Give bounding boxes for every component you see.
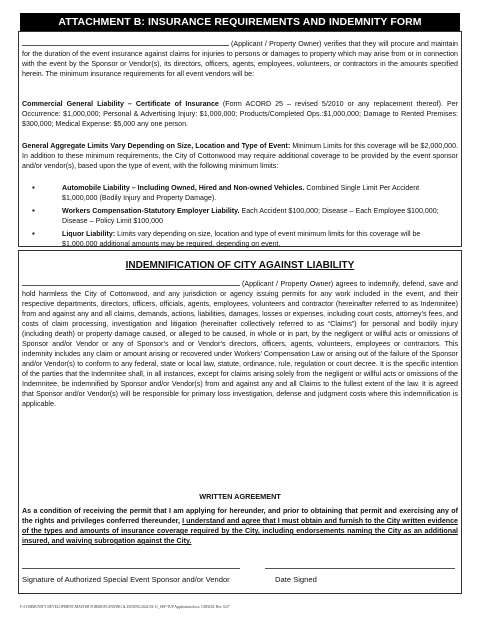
bullet-icon: ▪	[32, 206, 35, 215]
signature-label: Signature of Authorized Special Event Sponsor and/or Vendor	[22, 575, 230, 584]
intro-paragraph: (Applicant / Property Owner) verifies that they will procure and maintain for the duration of the event insurance against claims for injuries to persons or damages to property which may arise from or in connection with the event by the Sponsor or Vendor(s), its directors, officers, agents, employees, volunteers, or contractors in the amounts specified herein. The minimum insurance requirements for all event vendors will be:	[22, 40, 458, 78]
bullet-auto-liability: ▪ Automobile Liability – Including Owned, Hired and Non-owned Vehicles. Combined Single Limit Per Accident $1,000,000 (Bodily Injury and Property Damage).	[32, 183, 420, 202]
indemnification-heading: INDEMNIFICATION OF CITY AGAINST LIABILITY	[125, 260, 355, 271]
bullet-icon: ▪	[32, 229, 35, 238]
applicant-name-blank-2[interactable]	[22, 279, 240, 286]
footer-path: F:\COMMUNITY DEVELOPMENT\MASTER FORMS\PLANNING & ZONING\2022-02-11_SEP-TUP Application.docx, CDD218. Rev. 6/27	[20, 605, 230, 609]
cgl-heading: Commercial General Liability – Certificate of Insurance	[22, 100, 219, 108]
page-title: ATTACHMENT B: INSURANCE REQUIREMENTS AND INDEMNITY FORM	[20, 13, 460, 31]
bullet-icon: ▪	[32, 183, 35, 192]
aggregate-heading: General Aggregate Limits Vary Depending on Size, Location and Type of Event:	[22, 142, 291, 150]
written-agreement-heading: WRITTEN AGREEMENT	[199, 492, 281, 501]
written-agreement-paragraph: As a condition of receiving the permit that I am applying for hereunder, and prior to obtaining that permit and exercising any of the rights and privileges conferred thereunder, I understand and agree that I must obtain and furnish to the City written evidence of the types and amounts of insurance coverage required by the City, including endorsements naming the City as an additional insured, and waiving subrogation against the City.	[22, 507, 458, 545]
indemnification-paragraph: (Applicant / Property Owner) agrees to indemnify, defend, save and hold harmless the City of Cottonwood, and any jurisdiction or agency issuing permits for any work included in the event, and their respective departments, directors, officers, officials, agents, employees, volunteers and contractor (hereinafter referred to as Indemnitee) from and against any and all claims, demands, actions, liabilities, damages, losses or expenses, including court costs, attorney’s fees, and costs of claim processing, investigation and litigation (hereinafter collectively referred to as “Claims”) for personal and bodily injury (including death) or property damage caused, or alleged to be caused, in whole or in part, by the negligent or willful acts or omissions of Sponsor and/or Vendor or any of Sponsor’s and or Vendor’s directors, officers, agents, volunteers, employees or contractors. This indemnity includes any claim or amount arising or recovered under Workers’ Compensation Law or arising out of the failure of the Sponsor and/or Vendor(s) to conform to any federal, state or local law, statute, ordinance, rule, regulation or court decree. It is the specific intention of the parties that the Indemnitee shall, in all instances, except for claims arising solely from the negligent or willful acts or omissions of the Indemnitee, be indemnified by Sponsor and/or Vendor(s) from and against any and all Claims to the fullest extent of the law. It is agreed that Sponsor and/or Vendor(s) will be responsible for primary loss investigation, defense and judgment costs where this indemnification is applicable.	[22, 280, 458, 408]
cgl-paragraph: Commercial General Liability – Certificate of Insurance (Form ACORD 25 – revised 5/2010 or any replacement thereof). Per Occurrence: $1,000,000; Personal & Advertising Injury: $1,000,000; Products/Completed Ops.:$1,000,000; Damage to Rented Premises: $300,000; Medical Expense: $5,000 any one person.	[22, 100, 458, 128]
applicant-name-blank[interactable]	[22, 39, 229, 46]
bullet-liquor-liability: ▪ Liquor Liability: Limits vary depending on size, location and type of event minimum limits for this coverage will be $1,000,000 additional amounts may be required, depending on event.	[32, 229, 421, 248]
bullet-workers-comp: ▪ Workers Compensation-Statutory Employer Liability. Each Accident $100,000; Disease – Each Employee $100,000; Disease – Policy Limit $100,000	[32, 206, 439, 225]
signature-line[interactable]	[22, 568, 240, 569]
date-signed-label: Date Signed	[275, 575, 317, 584]
date-line[interactable]	[265, 568, 455, 569]
aggregate-paragraph: General Aggregate Limits Vary Depending on Size, Location and Type of Event: Minimum Limits for this coverage will be $2,000,000. In addition to these minimum requirements, the City of Cottonwood may require additional coverage to be provided by the event sponsor and/or vendor(s), based upon the type of event, with the following minimum limits:	[22, 142, 458, 170]
